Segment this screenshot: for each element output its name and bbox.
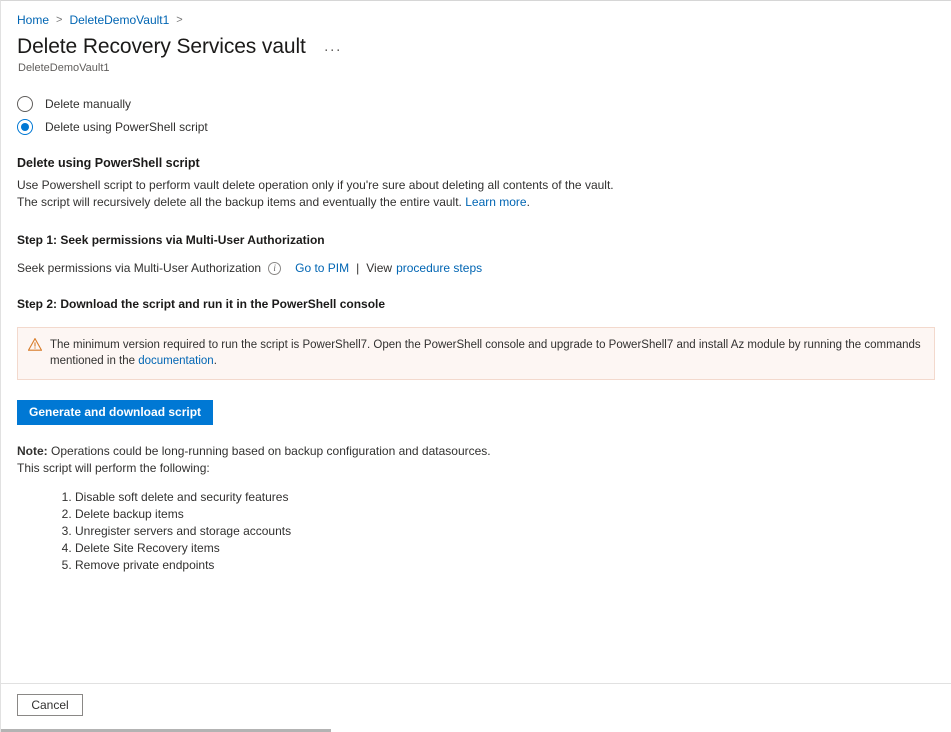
radio-circle-icon xyxy=(17,96,33,112)
breadcrumb xyxy=(1,1,951,29)
section-heading: Delete using PowerShell script xyxy=(17,156,200,170)
documentation-link[interactable]: documentation xyxy=(138,355,214,367)
radio-delete-manually[interactable] xyxy=(17,96,951,112)
generate-and-download-script-button[interactable]: Generate and download script xyxy=(17,400,213,425)
section-description-period: . xyxy=(526,195,530,209)
main-content xyxy=(1,156,951,573)
step1-heading: Step 1: Seek permissions via Multi-User Authorization xyxy=(17,233,325,247)
script-actions-list xyxy=(17,489,935,573)
note-label: Note: xyxy=(17,444,48,458)
footer-bar xyxy=(1,683,951,732)
warning-triangle-icon xyxy=(28,338,42,356)
list-item: 1. Disable soft delete and security features xyxy=(75,489,935,505)
view-label: View xyxy=(366,261,393,275)
breadcrumb-home[interactable]: Home xyxy=(17,13,50,27)
page-subtitle: DeleteDemoVault1 xyxy=(18,62,110,74)
section-description-text: Use Powershell script to perform vault delete operation only if you're sure about deleting all contents of the vault. The script will recursively delete all the backup items and eventually the entire vault. xyxy=(17,178,614,209)
learn-more-link[interactable]: Learn more xyxy=(465,195,527,209)
warning-text-before: The minimum version required to run the script is PowerShell7. Open the PowerShell console and upgrade to PowerShell7 and install Az module by running the commands mentioned in the xyxy=(50,339,921,367)
page-title: Delete Recovery Services vault xyxy=(17,35,306,58)
section-description xyxy=(17,177,617,211)
radio-delete-powershell[interactable] xyxy=(17,119,951,135)
breadcrumb-vault[interactable]: DeleteDemoVault1 xyxy=(69,13,170,27)
cancel-button[interactable]: Cancel xyxy=(17,694,83,716)
list-item: 3. Unregister servers and storage accounts xyxy=(75,523,935,539)
divider-text: | xyxy=(356,261,360,275)
info-icon[interactable]: i xyxy=(268,262,281,275)
procedure-steps-link[interactable]: procedure steps xyxy=(396,261,483,275)
list-item: 4. Delete Site Recovery items xyxy=(75,540,935,556)
delete-method-radio-group xyxy=(1,96,951,135)
note-block xyxy=(17,443,935,477)
warning-banner xyxy=(17,327,935,380)
list-item: 2. Delete backup items xyxy=(75,506,935,522)
list-item: 5. Remove private endpoints xyxy=(75,557,935,573)
note-text: Operations could be long-running based on backup configuration and datasources. xyxy=(47,444,491,458)
step2-heading: Step 2: Download the script and run it in the PowerShell console xyxy=(17,297,386,311)
radio-delete-powershell-label: Delete using PowerShell script xyxy=(45,120,208,134)
step1-text: Seek permissions via Multi-User Authorization xyxy=(17,261,262,275)
radio-circle-selected-icon xyxy=(17,119,33,135)
note-line-1 xyxy=(17,443,935,460)
step1-row xyxy=(17,261,935,275)
warning-text xyxy=(50,337,924,369)
radio-delete-manually-label: Delete manually xyxy=(45,97,132,111)
warning-text-after: . xyxy=(213,355,217,367)
note-line-2: This script will perform the following: xyxy=(17,461,210,475)
more-options-icon[interactable]: ··· xyxy=(323,41,342,58)
breadcrumb-separator-icon: > xyxy=(56,14,63,26)
title-row xyxy=(1,29,951,60)
breadcrumb-separator-icon-2: > xyxy=(176,14,183,26)
go-to-pim-link[interactable]: Go to PIM xyxy=(295,261,350,275)
